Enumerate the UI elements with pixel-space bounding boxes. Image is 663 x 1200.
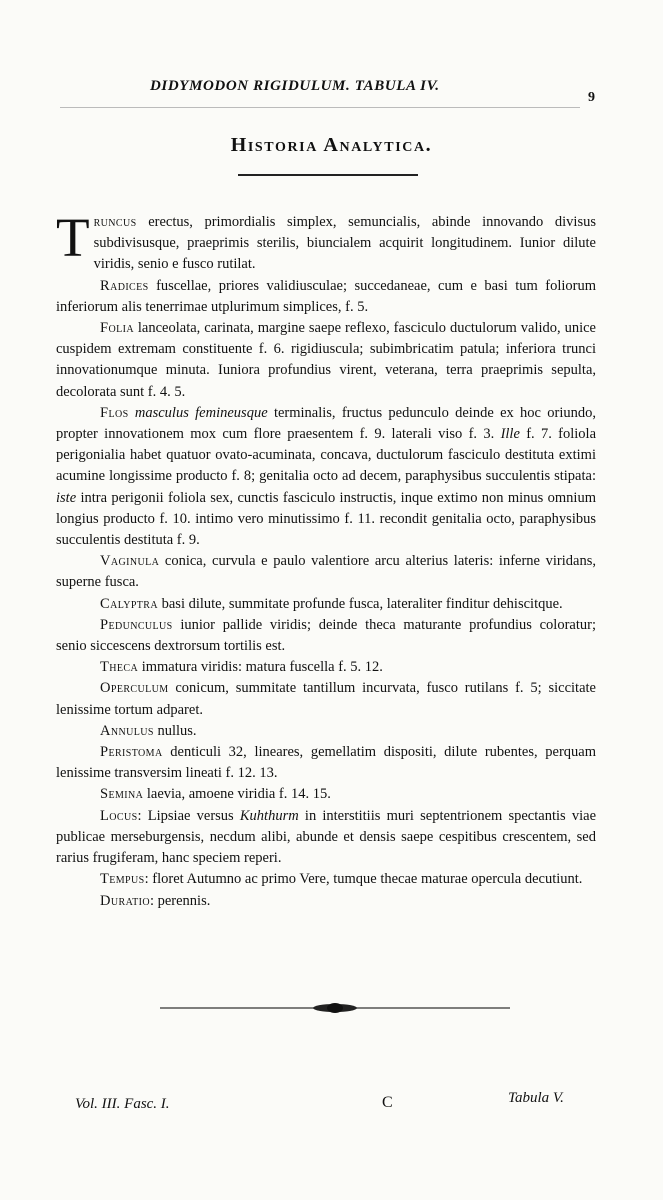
- paragraph-text: : Lipsiae versus: [137, 807, 240, 824]
- page-number: 9: [588, 90, 595, 105]
- italic-text: masculus femineusque: [134, 404, 268, 421]
- lead-word: Locus: [100, 807, 138, 824]
- paragraph-text: denticuli 32, lineares, gemellatim dispositi, dilute rubentes, perquam lenissime transversim lineati f. 12. 13.: [56, 744, 596, 782]
- paragraph-text: laevia, amoene viridia f. 14. 15.: [143, 786, 331, 803]
- paragraph-text: iunior pallide viridis; deinde theca maturante profundius coloratur; senio siccescens dextrorsum tortilis est.: [56, 616, 596, 655]
- paragraph-text: basi dilute, summitate profunde fusca, lateraliter finditur dehiscitque.: [157, 595, 563, 612]
- lead-word: Peristoma: [100, 744, 163, 761]
- paragraph-folia: [56, 318, 596, 403]
- lead-word: Tempus: [100, 871, 145, 888]
- italic-text: Kuhthurm: [239, 807, 299, 824]
- signature-mark: C: [382, 1094, 393, 1111]
- paragraph-text: terminalis, fructus pedunculo deinde ex hoc oriundo, propter innovationem mox cum flore praesentem f. 9. laterali viso f. 3.: [56, 404, 597, 443]
- lead-word: Annulus: [100, 722, 154, 739]
- paragraph-text: nullus.: [153, 722, 197, 739]
- paragraph-text: immatura viridis: matura fuscella f. 5. 12.: [138, 659, 383, 676]
- paragraph-text: intra perigonii foliola sex, cunctis fasciculo instructis, inque extimo non minus omnium longius producto f. 10. intimo vero minutissimo f. 11. recondit genitalia octo, paraphysibus succulentis destituta f. 9.: [56, 489, 596, 549]
- drop-cap: T: [56, 207, 90, 268]
- paragraph-tempus: [56, 869, 596, 890]
- lead-word: Semina: [100, 786, 144, 803]
- section-title: Historia Analytica.: [230, 134, 433, 156]
- paragraph-pedunculus: [56, 615, 596, 657]
- title-underline: [238, 174, 418, 176]
- paragraph-annulus: [56, 721, 596, 742]
- paragraph-text: f. 7. foliola perigonialia habet quatuor ovato-acuminata, concava, ductulorum fasciculo destituta extimi acumine longissime producto f. 8; genitalia octo ad decem, paraphysibus succulentis stipata:: [56, 426, 597, 485]
- paragraph-peristoma: [56, 742, 596, 784]
- paragraph-vaginula: [56, 551, 596, 593]
- lead-word: Pedunculus: [100, 616, 173, 633]
- paragraph-text: lanceolata, carinata, margine saepe reflexo, fasciculo ductulorum valido, unice cuspidem extremam constituente f. 6. rigidiuscula; subimbricatim patula; inferiora trunci innovationumque minuta. Iuniora profundius virent, veterana, terra praeprimis sepulta, decolorata sunt f. 4. 5.: [56, 320, 596, 400]
- paragraph-text: erectus, primordialis simplex, semuncialis, abinde innovando divisus subdivisusque, praeprimis sterilis, biuncialem acquirit longitudinem. Iunior dilute viridis, senio e fusco rutilat.: [93, 214, 596, 273]
- running-head: DIDYMODON RIGIDULUM. TABULA IV.: [150, 78, 440, 94]
- paragraph-text: in interstitiis muri septentrionem spectantis viae publicae merseburgensis, necdum alibi, abunde et densis saepe cespitibus crescentem, sed rarius frugiferam, hanc speciem reperi.: [56, 807, 597, 867]
- paragraph-operculum: [56, 678, 596, 720]
- lead-word: Flos: [100, 404, 129, 421]
- lead-word: Operculum: [100, 680, 169, 697]
- lead-word: runcus: [93, 214, 137, 230]
- lead-word: Vaginula: [100, 553, 160, 570]
- body-text: [56, 207, 597, 912]
- paragraph-duratio: [56, 891, 596, 912]
- paragraph-semina: [56, 784, 596, 805]
- lead-word: Duratio: [100, 892, 150, 909]
- paragraph-radices: [56, 276, 596, 318]
- ornament-rule: [160, 1002, 510, 1014]
- paragraph-text: fuscellae, priores validiusculae; succedaneae, cum e basi tum foliorum inferiorum alis tenerrimae utplurimum simplices, f. 5.: [56, 277, 596, 315]
- italic-text: iste: [56, 489, 77, 506]
- volume-line: Vol. III. Fasc. I.: [75, 1096, 170, 1112]
- lead-word: Calyptra: [100, 595, 158, 612]
- paragraph-flos: [56, 403, 596, 551]
- lead-word: Radices: [100, 277, 149, 294]
- italic-text: Ille: [500, 426, 520, 443]
- paragraph-text: conicum, summitate tantillum incurvata, fusco rutilans f. 5; siccitate lenissime tortum adparet.: [56, 680, 596, 718]
- paragraph-text: : perennis.: [149, 892, 211, 909]
- catchword: Tabula V.: [508, 1090, 564, 1106]
- paragraph-text: conica, curvula e paulo valentiore arcu alterius lateris: inferne viridans, superne fusca.: [56, 553, 596, 591]
- lead-word: Folia: [100, 320, 134, 337]
- paragraph-locus: [56, 806, 596, 870]
- paragraph-calyptra: [56, 594, 596, 615]
- lead-word: Theca: [100, 659, 139, 676]
- paragraph-theca: [56, 657, 596, 678]
- paragraph-text: : floret Autumno ac primo Vere, tumque thecae maturae opercula decutiunt.: [144, 871, 583, 888]
- header-rule: [60, 107, 580, 108]
- paragraph-truncus: [56, 207, 596, 276]
